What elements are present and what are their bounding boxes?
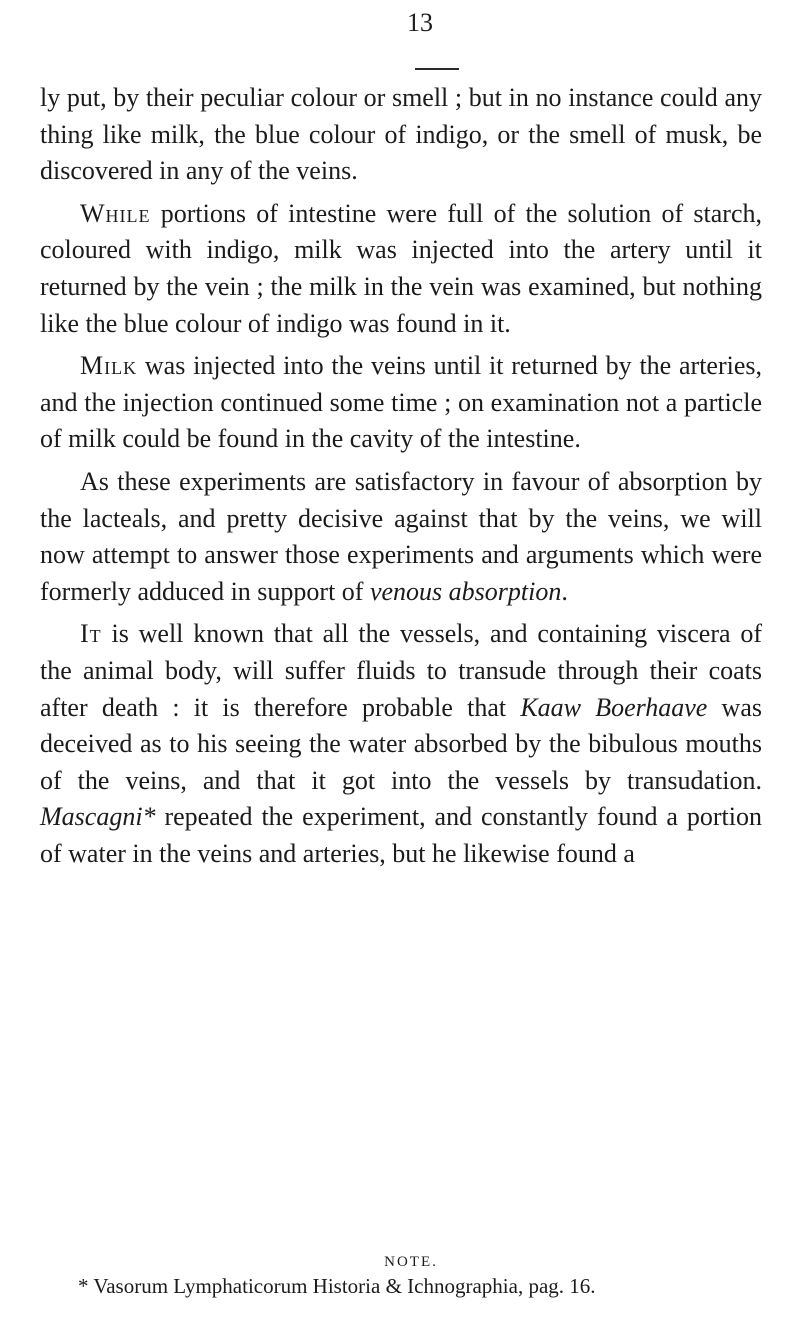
- body-text: [40, 80, 762, 872]
- paragraph-5-text-a: is well known that all the vessels, and containing viscera of the animal body, will suffer fluids to transude through their coats after death : it is therefore probable that: [40, 619, 762, 722]
- paragraph-2-text: portions of intestine were full of the solution of starch, coloured with indigo, milk was injected into the artery until it returned by the vein ; the milk in the vein was examined, but nothing like the blue colour of indigo was found in it.: [40, 198, 762, 338]
- paragraph-4-text-a: As these experiments are satisfactory in favour of absorption by the lacteals, and pretty decisive against that by the veins, we will now attempt to answer those experiments and arguments which were formerly adduced in support of: [40, 466, 762, 606]
- note-heading: NOTE.: [384, 1254, 438, 1270]
- paragraph-1: [40, 80, 762, 190]
- paragraph-4: [40, 464, 762, 610]
- footnote: [40, 1252, 762, 1300]
- paragraph-3-lead: Milk: [80, 351, 138, 381]
- page-number: 13: [407, 8, 433, 37]
- paragraph-3: [40, 348, 762, 458]
- paragraph-5-italic-a: Kaaw Boerhaave: [520, 692, 708, 722]
- header-rule: [415, 68, 459, 70]
- paragraph-5-text-b: was deceived as to his seeing the water absorbed by the bibulous mouths of the veins, and that it got into the vessels by transudation.: [40, 692, 762, 795]
- paragraph-5: [40, 616, 762, 872]
- paragraph-3-text: was injected into the veins until it returned by the arteries, and the injection continued some time ; on examination not a particle of milk could be found in the cavity of the intestine.: [40, 351, 762, 454]
- paragraph-4-text-b: .: [561, 576, 568, 606]
- paragraph-5-text-c: repeated the experiment, and constantly found a portion of water in the veins and arteries, but he likewise found a: [40, 802, 762, 868]
- paragraph-4-italic: venous absorption: [369, 576, 562, 606]
- paragraph-5-italic-b: Mascagni*: [40, 802, 156, 832]
- note-text: * Vasorum Lymphaticorum Historia & Ichnographia, pag. 16.: [78, 1274, 596, 1298]
- paragraph-2-lead: While: [80, 198, 151, 228]
- paragraph-1-text: ly put, by their peculiar colour or smell ; but in no instance could any thing like milk, the blue colour of indigo, or the smell of musk, be discovered in any of the veins.: [40, 83, 762, 186]
- paragraph-5-lead: It: [80, 619, 102, 649]
- paragraph-2: [40, 196, 762, 342]
